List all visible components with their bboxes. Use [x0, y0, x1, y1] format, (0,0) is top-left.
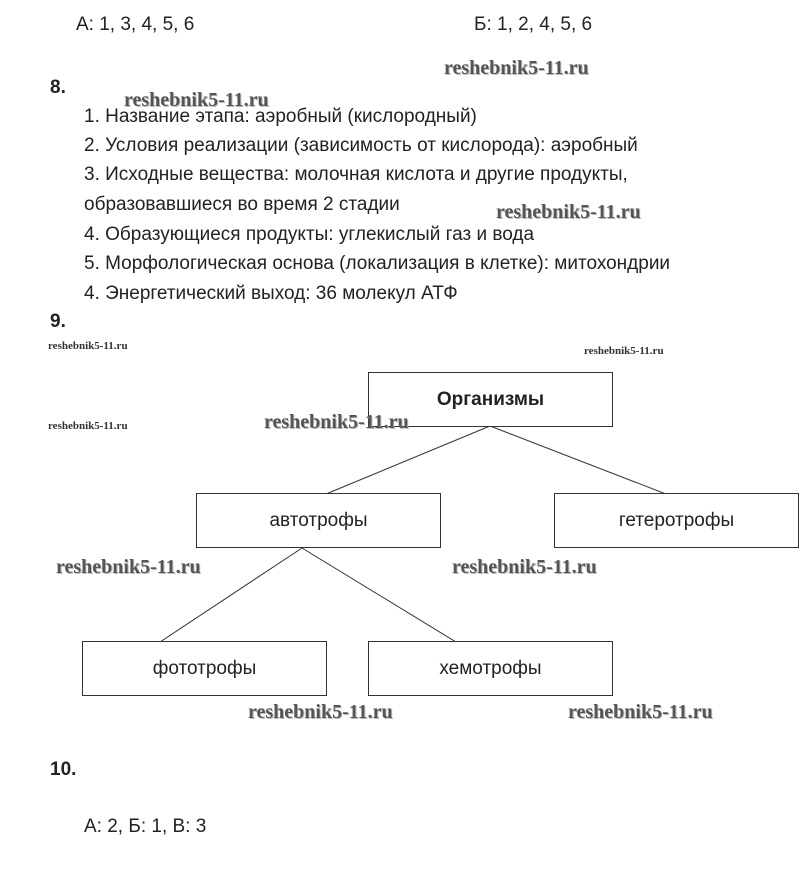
node-organisms-label: Организмы: [436, 388, 545, 410]
q8-line-5: 4. Образующиеся продукты: углекислый газ и вода: [84, 224, 535, 245]
connector-root-heterotrophs: [490, 426, 666, 494]
watermark: reshebnik5-11.ru: [584, 345, 664, 357]
watermark: reshebnik5-11.ru: [568, 701, 713, 723]
watermark: reshebnik5-11.ru: [48, 420, 128, 432]
node-phototrophs: [82, 641, 327, 696]
watermark: reshebnik5-11.ru: [48, 340, 128, 352]
answer-b: Б: 1, 2, 4, 5, 6: [474, 14, 593, 35]
node-heterotrophs-label: гетеротрофы: [618, 509, 735, 531]
q8-line-2: 2. Условия реализации (зависимость от кислорода): аэробный: [84, 135, 638, 156]
watermark: reshebnik5-11.ru: [452, 556, 597, 578]
watermark: reshebnik5-11.ru: [56, 556, 201, 578]
node-chemotrophs-label: хемотрофы: [439, 657, 542, 679]
q8-line-6: 5. Морфологическая основа (локализация в клетке): митохондрии: [84, 253, 671, 274]
q8-line-3: 3. Исходные вещества: молочная кислота и другие продукты,: [84, 164, 628, 185]
node-chemotrophs: [368, 641, 613, 696]
question-8-number: 8.: [50, 77, 66, 98]
question-9-number: 9.: [50, 311, 66, 332]
node-autotrophs-label: автотрофы: [269, 509, 368, 531]
node-phototrophs-label: фототрофы: [152, 657, 257, 679]
watermark: reshebnik5-11.ru: [124, 89, 269, 111]
q8-line-7: 4. Энергетический выход: 36 молекул АТФ: [84, 283, 458, 304]
watermark: reshebnik5-11.ru: [264, 411, 409, 433]
q10-answer: А: 2, Б: 1, В: 3: [84, 816, 207, 837]
answer-a: А: 1, 3, 4, 5, 6: [76, 14, 195, 35]
connector-root-autotrophs: [326, 426, 490, 494]
connector-autotrophs-chemotrophs: [302, 548, 456, 642]
watermark: reshebnik5-11.ru: [496, 201, 641, 223]
node-autotrophs: [196, 493, 441, 548]
watermark: reshebnik5-11.ru: [248, 701, 393, 723]
q8-line-4: образовавшиеся во время 2 стадии: [84, 194, 400, 215]
q8-line-1: 1. Название этапа: аэробный (кислородный): [84, 106, 477, 127]
node-heterotrophs: [554, 493, 799, 548]
watermark: reshebnik5-11.ru: [444, 57, 589, 79]
question-10-number: 10.: [50, 759, 77, 780]
